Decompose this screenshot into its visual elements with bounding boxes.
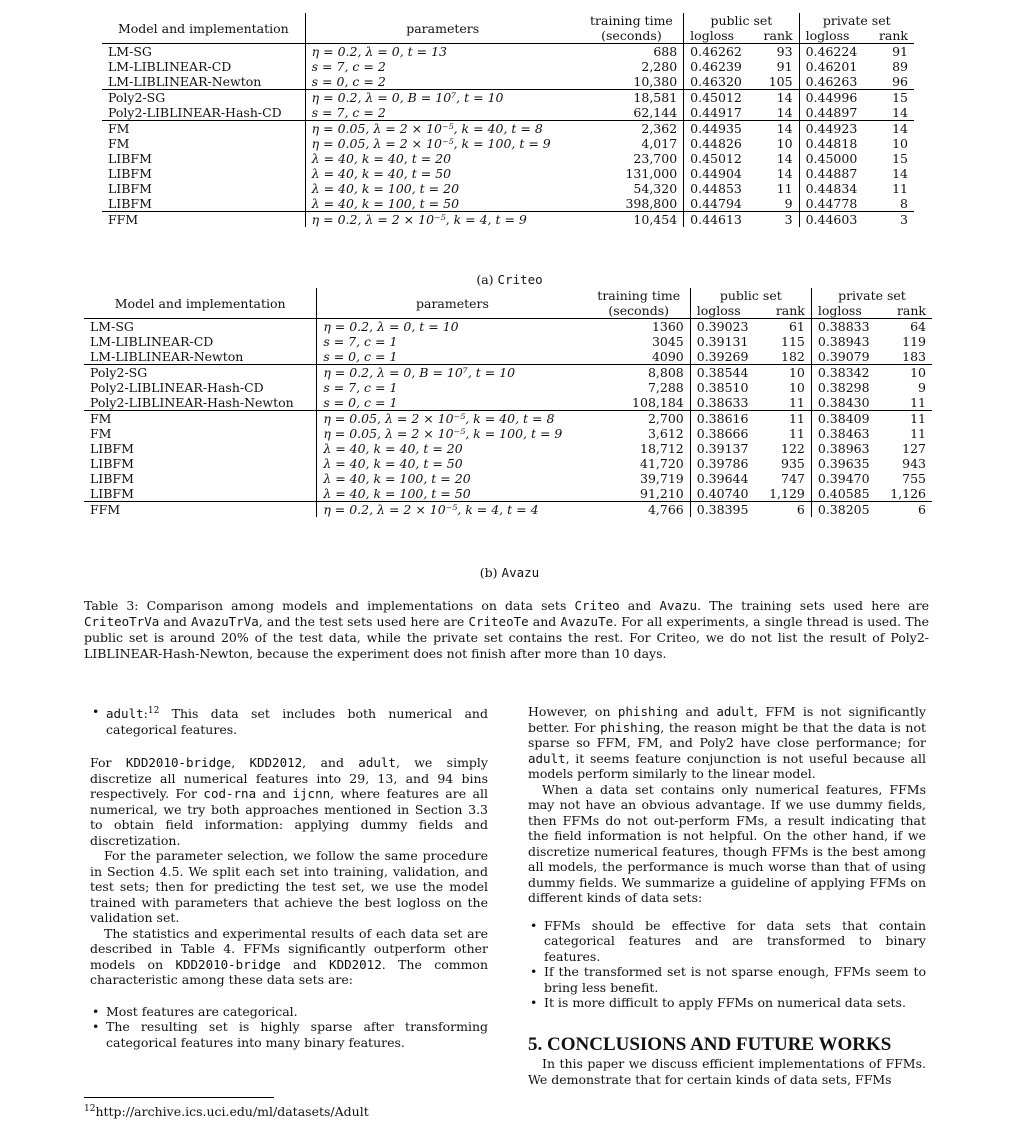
cell-public-rank: 14	[776, 151, 793, 166]
cell-public-rank: 61	[759, 319, 811, 335]
table-row	[102, 151, 914, 166]
cell-public-rank: 105	[768, 74, 793, 89]
cell-training-time: 62,144	[633, 105, 678, 120]
cell-public-logloss: 0.44853	[684, 181, 754, 196]
cell-public-rank: 9	[784, 196, 793, 211]
cell-model: LM-LIBLINEAR-Newton	[90, 349, 244, 364]
cell-private-logloss: 0.44887	[799, 166, 869, 181]
cell-private-logloss: 0.44834	[799, 181, 869, 196]
cell-public-rank: 6	[759, 502, 811, 518]
cell-parameters: λ = 40, k = 100, t = 20	[305, 181, 580, 196]
cell-private-logloss: 0.45000	[799, 151, 869, 166]
cell-public-rank: 11	[759, 411, 811, 427]
cell-private-rank: 11	[910, 395, 926, 410]
table-criteo	[102, 13, 914, 227]
cell-public-logloss: 0.46320	[684, 74, 754, 90]
cell-public-rank: 122	[781, 441, 805, 456]
cell-parameters: s = 7, c = 1	[317, 334, 588, 349]
bullet-numerical: • It is more difficult to apply FFMs on numerical data sets.	[528, 995, 926, 1011]
cell-public-rank: 3	[754, 212, 799, 228]
cell-public-rank: 11	[788, 395, 805, 410]
cell-public-logloss: 0.44613	[684, 212, 754, 228]
cell-private-logloss: 0.38430	[811, 395, 880, 411]
cell-private-rank: 64	[881, 319, 933, 335]
cell-training-time: 3,612	[647, 426, 684, 441]
cell-public-rank: 14	[754, 90, 799, 106]
cell-parameters: s = 0, c = 2	[305, 74, 580, 90]
header-rank: rank	[763, 28, 793, 43]
cell-private-logloss: 0.44778	[799, 196, 869, 212]
cell-private-rank: 9	[918, 380, 926, 395]
cell-private-logloss: 0.38205	[811, 502, 880, 518]
cell-model: LM-LIBLINEAR-CD	[90, 334, 214, 349]
cell-training-time: 4090	[651, 349, 684, 364]
cell-training-time: 688	[580, 44, 684, 60]
cell-training-time: 18,712	[640, 441, 684, 456]
cell-model: LIBFM	[108, 196, 152, 211]
cell-model: Poly2-LIBLINEAR-Hash-CD	[90, 380, 264, 395]
cell-parameters: λ = 40, k = 100, t = 50	[317, 486, 588, 502]
cell-private-logloss: 0.38833	[811, 319, 880, 335]
cell-private-logloss: 0.44897	[799, 105, 869, 121]
cell-parameters: s = 7, c = 1	[317, 380, 588, 395]
table-row	[102, 59, 914, 74]
table-3-caption: Table 3: Comparison among models and implementations on data sets Criteo and Avazu. The training sets used here are CriteoTrVa and AvazuTrVa, and the test sets used here are CriteoTe and AvazuTe. For all experiments, a single thread is used. The public set is around 20% of the test data, while the private set contains the rest. For Criteo, we do not list the result of Poly2-LIBLINEAR-Hash-Newton, because the experiment does not finish after more than 10 days.	[84, 598, 930, 661]
cell-private-logloss: 0.46263	[799, 74, 869, 90]
cell-private-logloss: 0.40585	[811, 486, 880, 502]
cell-training-time: 7,288	[647, 380, 684, 395]
header-training-time: training time	[597, 288, 681, 303]
cell-public-rank: 10	[759, 365, 811, 381]
table-row	[102, 44, 914, 60]
cell-training-time: 18,581	[580, 90, 684, 106]
cell-model: Poly2-LIBLINEAR-Hash-CD	[108, 105, 282, 120]
cell-model: LM-SG	[84, 319, 317, 335]
cell-model: LIBFM	[108, 151, 152, 166]
header-private-set: private set	[811, 288, 932, 303]
cell-public-logloss: 0.38616	[690, 411, 759, 427]
cell-private-logloss: 0.38298	[811, 380, 880, 395]
cell-model: Poly2-LIBLINEAR-Hash-Newton	[90, 395, 294, 410]
table-row	[102, 90, 914, 106]
cell-public-logloss: 0.38395	[690, 502, 759, 518]
cell-model: FM	[90, 426, 112, 441]
cell-parameters: λ = 40, k = 100, t = 20	[317, 471, 588, 486]
table-criteo-body	[102, 13, 914, 227]
cell-public-logloss: 0.39023	[690, 319, 759, 335]
cell-public-logloss: 0.45012	[684, 90, 754, 106]
table-row	[84, 411, 932, 427]
cell-parameters: η = 0.2, λ = 0, t = 13	[305, 44, 580, 60]
cell-private-rank: 8	[900, 196, 908, 211]
table-header-row	[102, 13, 914, 28]
header-seconds: (seconds)	[601, 28, 662, 43]
cell-public-logloss: 0.44826	[684, 136, 754, 151]
cell-public-logloss: 0.39137	[690, 441, 759, 456]
cell-private-rank: 96	[892, 74, 908, 89]
header-rank: rank	[896, 303, 926, 318]
cell-public-rank: 747	[781, 471, 805, 486]
left-column	[90, 704, 488, 1050]
cell-model: LIBFM	[90, 456, 134, 471]
paragraph-parameter-selection: For the parameter selection, we follow the same procedure in Section 4.5. We split each set into training, validation, and test sets; then for predicting the test set, we use the model trained with parameters that achieve the best logloss on the validation set.	[90, 848, 488, 926]
cell-training-time: 10,380	[633, 74, 678, 89]
table-row	[84, 334, 932, 349]
table-avazu-body	[84, 288, 932, 517]
cell-private-rank: 10	[881, 365, 933, 381]
cell-public-rank: 182	[781, 349, 805, 364]
paragraph-phishing-adult: However, on phishing and adult, FFM is not significantly better. For phishing, the reason might be that the data is not sparse so FFM, FM, and Poly2 have close performance; for adult, it seems feature conjunction is not useful because all models perform similarly to the linear model.	[528, 704, 926, 781]
header-logloss: logloss	[811, 303, 880, 319]
header-logloss: logloss	[684, 28, 754, 44]
cell-private-rank: 14	[892, 105, 908, 120]
cell-model: FFM	[102, 212, 305, 228]
cell-training-time: 4,017	[641, 136, 678, 151]
cell-parameters: λ = 40, k = 40, t = 20	[317, 441, 588, 456]
cell-private-logloss: 0.44996	[799, 90, 869, 106]
cell-public-rank: 935	[781, 456, 805, 471]
cell-training-time: 54,320	[633, 181, 678, 196]
header-private-set: private set	[799, 13, 914, 28]
cell-parameters: η = 0.05, λ = 2 × 10⁻⁵, k = 100, t = 9	[317, 426, 588, 441]
cell-private-rank: 6	[881, 502, 933, 518]
cell-parameters: η = 0.2, λ = 0, t = 10	[317, 319, 588, 335]
footnote: $^{12}$http://archive.ics.uci.edu/ml/datasets/Adult	[84, 1104, 369, 1120]
cell-public-logloss: 0.38633	[690, 395, 759, 411]
right-column	[528, 704, 926, 1087]
cell-model: LIBFM	[90, 471, 134, 486]
table-row	[84, 365, 932, 381]
cell-public-logloss: 0.44935	[684, 121, 754, 137]
paragraph-discretize: For KDD2010-bridge, KDD2012, and adult, we simply discretize all numerical features into 29, 13, and 94 bins respectively. For cod-rna and ijcnn, where features are all numerical, we try both approaches mentioned in Section 3.3 to obtain field information: applying dummy fields and discretization.	[90, 755, 489, 848]
cell-training-time: 8,808	[588, 365, 691, 381]
cell-public-rank: 14	[776, 166, 793, 181]
table-criteo-caption: (a) Criteo	[476, 272, 543, 287]
cell-private-logloss: 0.44818	[799, 136, 869, 151]
cell-private-rank: 14	[892, 166, 908, 181]
cell-private-logloss: 0.39079	[811, 349, 880, 365]
header-public-set: public set	[684, 13, 799, 28]
header-public-set: public set	[690, 288, 811, 303]
cell-public-rank: 11	[776, 181, 793, 196]
cell-parameters: λ = 40, k = 40, t = 50	[317, 456, 588, 471]
paragraph-conclusions: In this paper we discuss efficient implementations of FFMs. We demonstrate that for certain kinds of data sets, FFMs	[528, 1056, 926, 1087]
table-row	[84, 471, 932, 486]
cell-private-rank: 1,126	[890, 486, 926, 501]
cell-model: LIBFM	[90, 486, 134, 501]
cell-parameters: η = 0.2, λ = 2 × 10⁻⁵, k = 4, t = 4	[317, 502, 588, 518]
cell-private-rank: 14	[869, 121, 914, 137]
cell-model: Poly2-SG	[102, 90, 305, 106]
header-seconds: (seconds)	[608, 303, 669, 318]
cell-public-logloss: 0.40740	[690, 486, 759, 502]
cell-public-logloss: 0.45012	[684, 151, 754, 166]
bullet-sparse: • The resulting set is highly sparse after transforming categorical features into many binary features.	[90, 1019, 488, 1050]
cell-training-time: 398,800	[625, 196, 678, 211]
cell-private-rank: 11	[910, 426, 926, 441]
cell-parameters: η = 0.2, λ = 2 × 10⁻⁵, k = 4, t = 9	[305, 212, 580, 228]
cell-private-logloss: 0.38342	[811, 365, 880, 381]
table-row	[102, 105, 914, 121]
cell-model: LM-LIBLINEAR-CD	[108, 59, 232, 74]
footnote-divider	[84, 1097, 274, 1098]
table-row	[102, 212, 914, 228]
header-training-time: training time	[590, 13, 673, 28]
cell-private-rank: 943	[902, 456, 926, 471]
cell-parameters: s = 7, c = 2	[305, 59, 580, 74]
cell-private-rank: 15	[869, 90, 914, 106]
cell-training-time: 2,362	[580, 121, 684, 137]
cell-private-logloss: 0.44923	[799, 121, 869, 137]
cell-public-rank: 1,129	[769, 486, 805, 501]
cell-public-rank: 14	[776, 105, 793, 120]
cell-model: FM	[108, 136, 130, 151]
table-row	[102, 196, 914, 212]
cell-private-logloss: 0.46224	[799, 44, 869, 60]
cell-public-logloss: 0.38544	[690, 365, 759, 381]
header-rank: rank	[775, 303, 805, 318]
cell-public-logloss: 0.38510	[690, 380, 759, 395]
table-row	[84, 441, 932, 456]
cell-private-rank: 127	[902, 441, 926, 456]
cell-model: FFM	[84, 502, 317, 518]
bullet-categorical: • Most features are categorical.	[90, 1004, 488, 1020]
cell-training-time: 131,000	[625, 166, 678, 181]
section-heading-conclusions: 5. CONCLUSIONS AND FUTURE WORKS	[528, 1033, 892, 1055]
cell-public-rank: 10	[776, 136, 793, 151]
cell-private-logloss: 0.39470	[811, 471, 880, 486]
bullet-effective: • FFMs should be effective for data sets that contain categorical features and are transformed to binary features.	[528, 918, 926, 965]
cell-private-rank: 91	[869, 44, 914, 60]
cell-parameters: η = 0.05, λ = 2 × 10⁻⁵, k = 40, t = 8	[305, 121, 580, 137]
cell-parameters: η = 0.05, λ = 2 × 10⁻⁵, k = 100, t = 9	[305, 136, 580, 151]
cell-public-logloss: 0.44917	[684, 105, 754, 121]
cell-private-rank: 183	[902, 349, 926, 364]
cell-public-rank: 14	[754, 121, 799, 137]
cell-training-time: 23,700	[633, 151, 678, 166]
cell-training-time: 2,280	[641, 59, 678, 74]
header-model: Model and implementation	[117, 20, 289, 36]
cell-model: LM-LIBLINEAR-Newton	[108, 74, 262, 89]
cell-public-logloss: 0.44904	[684, 166, 754, 181]
cell-public-rank: 93	[754, 44, 799, 60]
cell-model: LIBFM	[90, 441, 134, 456]
table-row	[102, 181, 914, 196]
cell-model: LM-SG	[102, 44, 305, 60]
cell-public-logloss: 0.39644	[690, 471, 759, 486]
cell-private-logloss: 0.44603	[799, 212, 869, 228]
table-row	[84, 319, 932, 335]
cell-private-rank: 3	[869, 212, 914, 228]
cell-model: FM	[84, 411, 317, 427]
table-row	[84, 502, 932, 518]
cell-private-logloss: 0.38943	[811, 334, 880, 349]
cell-private-rank: 755	[902, 471, 926, 486]
cell-parameters: s = 0, c = 1	[317, 349, 588, 365]
cell-parameters: η = 0.2, λ = 0, B = 10⁷, t = 10	[317, 365, 588, 381]
header-parameters: parameters	[305, 13, 580, 44]
table-row	[84, 349, 932, 365]
bullet-sparse-benefit: • If the transformed set is not sparse enough, FFMs seem to bring less benefit.	[528, 964, 926, 995]
cell-private-rank: 15	[892, 151, 908, 166]
cell-public-rank: 10	[788, 380, 805, 395]
cell-parameters: s = 7, c = 2	[305, 105, 580, 121]
cell-parameters: λ = 40, k = 40, t = 20	[305, 151, 580, 166]
table-header-row	[84, 288, 932, 303]
table-row	[102, 166, 914, 181]
cell-public-logloss: 0.46239	[684, 59, 754, 74]
table-row	[84, 380, 932, 395]
cell-model: LIBFM	[108, 181, 152, 196]
cell-training-time: 4,766	[588, 502, 691, 518]
cell-parameters: λ = 40, k = 100, t = 50	[305, 196, 580, 212]
cell-parameters: η = 0.05, λ = 2 × 10⁻⁵, k = 40, t = 8	[317, 411, 588, 427]
cell-private-logloss: 0.39635	[811, 456, 880, 471]
cell-training-time: 2,700	[588, 411, 691, 427]
cell-parameters: s = 0, c = 1	[317, 395, 588, 411]
cell-public-rank: 115	[781, 334, 805, 349]
header-logloss: logloss	[690, 303, 759, 319]
cell-private-logloss: 0.38409	[811, 411, 880, 427]
cell-private-rank: 89	[892, 59, 908, 74]
header-model: Model and implementation	[114, 295, 286, 311]
cell-training-time: 91,210	[640, 486, 684, 501]
cell-private-rank: 11	[881, 411, 933, 427]
cell-private-logloss: 0.38963	[811, 441, 880, 456]
cell-public-logloss: 0.39269	[690, 349, 759, 365]
cell-training-time: 41,720	[640, 456, 684, 471]
table-row	[84, 456, 932, 471]
table-row	[102, 136, 914, 151]
paragraph-numerical: When a data set contains only numerical features, FFMs may not have an obvious advantage. If we use dummy fields, then FFMs do not out-perform FMs, a result indicating that the field information is not helpful. On the other hand, if we discretize numerical features, though FFMs is the best among all models, the performance is much worse than that of using dummy fields. We summarize a guideline of applying FFMs on different kinds of data sets:	[528, 781, 926, 905]
cell-private-rank: 119	[902, 334, 926, 349]
cell-public-rank: 11	[788, 426, 805, 441]
cell-training-time: 3045	[651, 334, 684, 349]
cell-private-rank: 11	[892, 181, 908, 196]
table-avazu-caption: (b) Avazu	[479, 565, 540, 580]
header-logloss: logloss	[799, 28, 869, 44]
cell-public-logloss: 0.46262	[684, 44, 754, 60]
cell-private-logloss: 0.38463	[811, 426, 880, 441]
cell-training-time: 108,184	[632, 395, 684, 410]
cell-training-time: 39,719	[640, 471, 684, 486]
table-row	[84, 395, 932, 411]
cell-model: FM	[102, 121, 305, 137]
table-avazu	[84, 288, 932, 517]
cell-model: Poly2-SG	[84, 365, 317, 381]
cell-model: LIBFM	[108, 166, 152, 181]
adult-bullet: • adult:$^{12}$ This data set includes both numerical and categorical features.	[90, 704, 488, 737]
table-row	[84, 486, 932, 502]
cell-private-rank: 10	[892, 136, 908, 151]
header-rank: rank	[878, 28, 908, 43]
cell-public-logloss: 0.38666	[690, 426, 759, 441]
table-row	[84, 426, 932, 441]
cell-training-time: 1360	[588, 319, 691, 335]
cell-public-rank: 91	[776, 59, 793, 74]
header-parameters: parameters	[317, 288, 588, 319]
cell-parameters: λ = 40, k = 40, t = 50	[305, 166, 580, 181]
cell-parameters: η = 0.2, λ = 0, B = 10⁷, t = 10	[305, 90, 580, 106]
cell-private-logloss: 0.46201	[799, 59, 869, 74]
cell-training-time: 10,454	[580, 212, 684, 228]
table-row	[102, 121, 914, 137]
cell-public-logloss: 0.39131	[690, 334, 759, 349]
paragraph-statistics: The statistics and experimental results of each data set are described in Table 4. FFMs significantly outperform other models on KDD2010-bridge and KDD2012. The common characteristic among these data sets are:	[90, 925, 489, 988]
table-row	[102, 74, 914, 90]
cell-public-logloss: 0.44794	[684, 196, 754, 212]
cell-public-logloss: 0.39786	[690, 456, 759, 471]
